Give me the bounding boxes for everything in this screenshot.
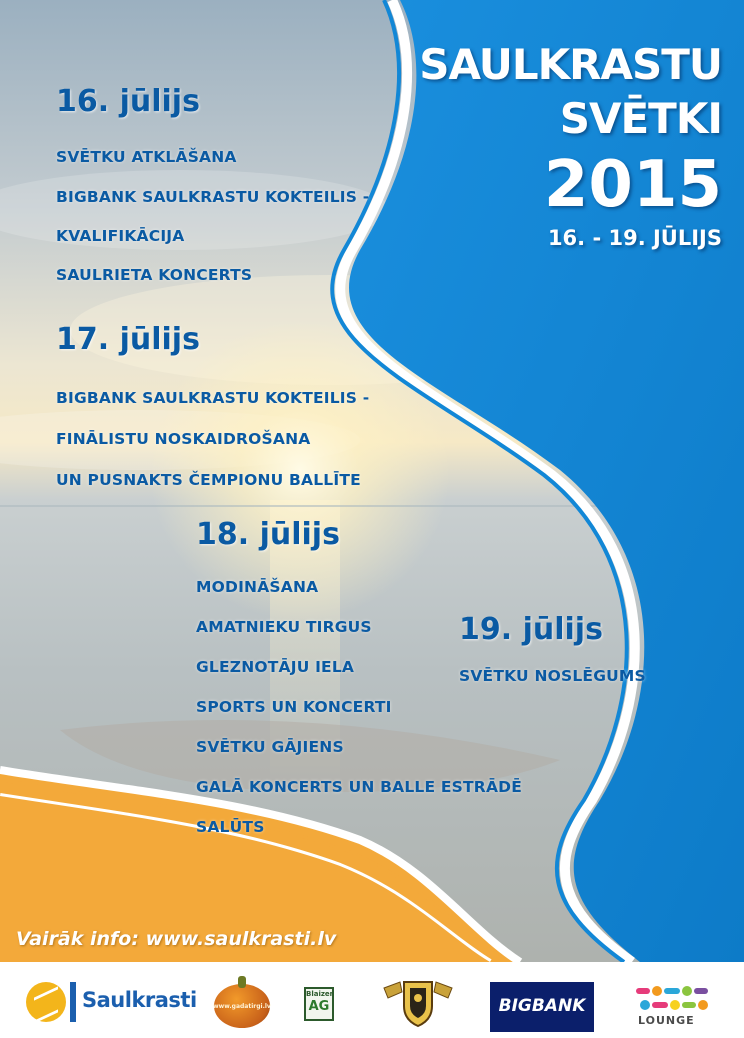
day-heading-17: 17. jūlijs bbox=[56, 322, 200, 357]
blaizer-logo-text: Blaizer bbox=[306, 990, 334, 998]
event-17-2: FINĀLISTU NOSKAIDROŠANA bbox=[56, 430, 311, 448]
event-16-3: KVALIFIKĀCIJA bbox=[56, 227, 185, 245]
pumpkin-stem-icon bbox=[238, 976, 246, 988]
event-18-6: GALĀ KONCERTS UN BALLE ESTRĀDĒ bbox=[196, 778, 522, 796]
title-line-2: SVĒTKI bbox=[559, 94, 722, 143]
event-17-3: UN PUSNAKTS ČEMPIONU BALLĪTE bbox=[56, 471, 361, 489]
saulkrasti-logo-text: Saulkrasti bbox=[82, 988, 197, 1012]
title-dates: 16. - 19. JŪLIJS bbox=[547, 226, 722, 250]
day-heading-18: 18. jūlijs bbox=[196, 517, 340, 552]
title-year: 2015 bbox=[543, 148, 722, 222]
day-heading-19: 19. jūlijs bbox=[459, 612, 603, 647]
gadatirgi-logo bbox=[210, 976, 274, 1030]
event-16-4: SAULRIETA KONCERTS bbox=[56, 266, 253, 284]
saulkrasti-bar-icon bbox=[70, 982, 76, 1022]
event-18-1: MODINĀŠANA bbox=[196, 578, 319, 596]
title-line-1: SAULKRASTU bbox=[419, 40, 722, 89]
lounge-pattern-icon bbox=[634, 984, 718, 1014]
lounge-logo-text: LOUNGE bbox=[638, 1014, 695, 1027]
event-18-7: SALŪTS bbox=[196, 818, 265, 836]
event-18-2: AMATNIEKU TIRGUS bbox=[196, 618, 372, 636]
event-18-3: GLEZNOTĀJU IELA bbox=[196, 658, 355, 676]
event-16-2: BIGBANK SAULKRASTU KOKTEILIS - bbox=[56, 188, 370, 206]
event-18-5: SVĒTKU GĀJIENS bbox=[196, 738, 344, 756]
shield-crest-logo bbox=[380, 978, 456, 1028]
blaizer-logo bbox=[304, 987, 334, 1021]
event-19-1: SVĒTKU NOSLĒGUMS bbox=[459, 667, 646, 685]
gadatirgi-logo-text: www.gadatirgi.lv bbox=[213, 1003, 271, 1010]
bigbank-logo-text: BIGBANK bbox=[498, 996, 586, 1016]
info-website-link[interactable]: Vairāk info: www.saulkrasti.lv bbox=[16, 928, 337, 950]
saulkrasti-sun-icon bbox=[26, 982, 66, 1022]
blaizer-ag-text: AG bbox=[308, 999, 330, 1014]
lounge-logo bbox=[634, 984, 718, 1030]
event-18-4: SPORTS UN KONCERTI bbox=[196, 698, 392, 716]
bigbank-logo bbox=[490, 982, 594, 1032]
saulkrasti-logo bbox=[26, 980, 197, 1024]
event-16-1: SVĒTKU ATKLĀŠANA bbox=[56, 148, 237, 166]
event-17-1: BIGBANK SAULKRASTU KOKTEILIS - bbox=[56, 389, 370, 407]
day-heading-16: 16. jūlijs bbox=[56, 84, 200, 119]
